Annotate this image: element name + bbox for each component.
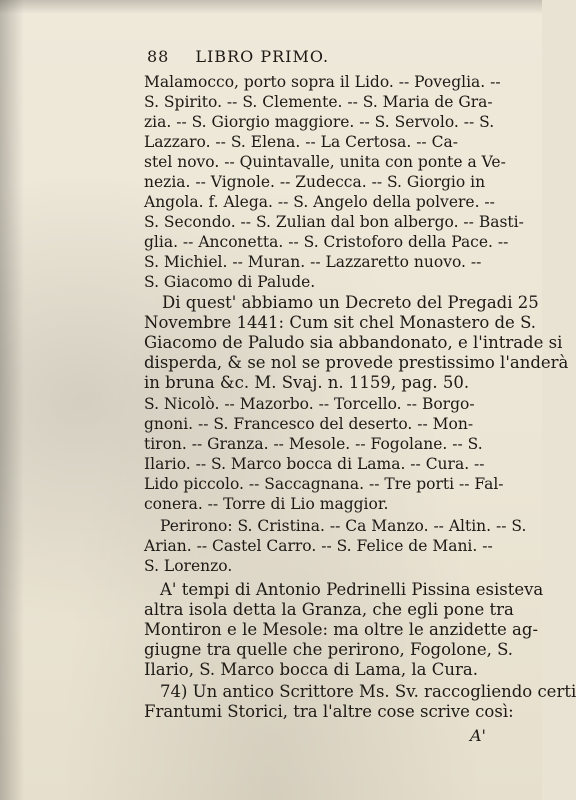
text-line: conera. -- Torre di Lio maggior. [144,495,389,513]
text-line: Novembre 1441: Cum sit chel Monastero de S. [144,313,537,332]
text-line: Ilario, S. Marco bocca di Lama, la Cura. [144,660,478,679]
text-line: disperda, & se nol se provede prestissimo l'anderà [144,353,569,372]
text-line: Arian. -- Castel Carro. -- S. Felice de Mani. -- [144,537,493,555]
text-line: giugne tra quelle che perirono, Fogolone, S. [144,640,514,659]
text-line: Perirono: S. Cristina. -- Ca Manzo. -- Altin. -- S. [160,517,527,535]
text-line: Ilario. -- S. Marco bocca di Lama. -- Cura. -- [144,455,485,473]
text-line: Frantumi Storici, tra l'altre cose scrive così: [144,702,514,721]
text-line: S. Nicolò. -- Mazorbo. -- Torcello. -- Borgo- [144,395,475,413]
text-line: Angola. f. Alega. -- S. Angelo della polvere. -- [144,193,495,211]
text-line: S. Michiel. -- Muran. -- Lazzaretto nuovo. -- [144,253,482,271]
text-line: S. Lorenzo. [144,557,233,575]
text-line: in bruna &c. M. Svaj. n. 1159, pag. 50. [144,373,470,392]
text-line: tiron. -- Granza. -- Mesole. -- Fogolane. -- S. [144,435,483,453]
text-line: A' tempi di Antonio Pedrinelli Pissina esisteva [160,580,544,599]
text-line: S. Spirito. -- S. Clemente. -- S. Maria de Gra- [144,93,493,111]
text-line: Malamocco, porto sopra il Lido. -- Poveglia. -- [144,73,501,91]
text-line: glia. -- Anconetta. -- S. Cristoforo della Pace. -- [144,233,509,251]
text-line: Lazzaro. -- S. Elena. -- La Certosa. -- Ca- [144,133,458,151]
text-line: Lido piccolo. -- Saccagnana. -- Tre porti -- Fal- [144,475,504,493]
text-line: altra isola detta la Granza, che egli pone tra [144,600,514,619]
text-line: 74) Un antico Scrittore Ms. Sv. raccogliendo certi [160,682,576,701]
text-line: Giacomo de Paludo sia abbandonato, e l'intrade si [144,333,563,352]
text-line: S. Giacomo di Palude. [144,273,316,291]
text-line: stel novo. -- Quintavalle, unita con ponte a Ve- [144,153,506,171]
text-line: gnoni. -- S. Francesco del deserto. -- Mon- [144,415,474,433]
text-line: Di quest' abbiamo un Decreto del Pregadi 25 [162,293,539,312]
text-line: S. Secondo. -- S. Zulian dal bon albergo. -- Basti- [144,213,524,231]
page-number: 88 [147,47,170,66]
text-line: nezia. -- Vignole. -- Zudecca. -- S. Giorgio in [144,173,486,191]
running-title: LIBRO PRIMO. [195,47,330,66]
text-line: zia. -- S. Giorgio maggiore. -- S. Servolo. -- S. [144,113,495,131]
catchword: A' [470,726,486,745]
text-line: Montiron e le Mesole: ma oltre le anzidette ag- [144,620,539,639]
